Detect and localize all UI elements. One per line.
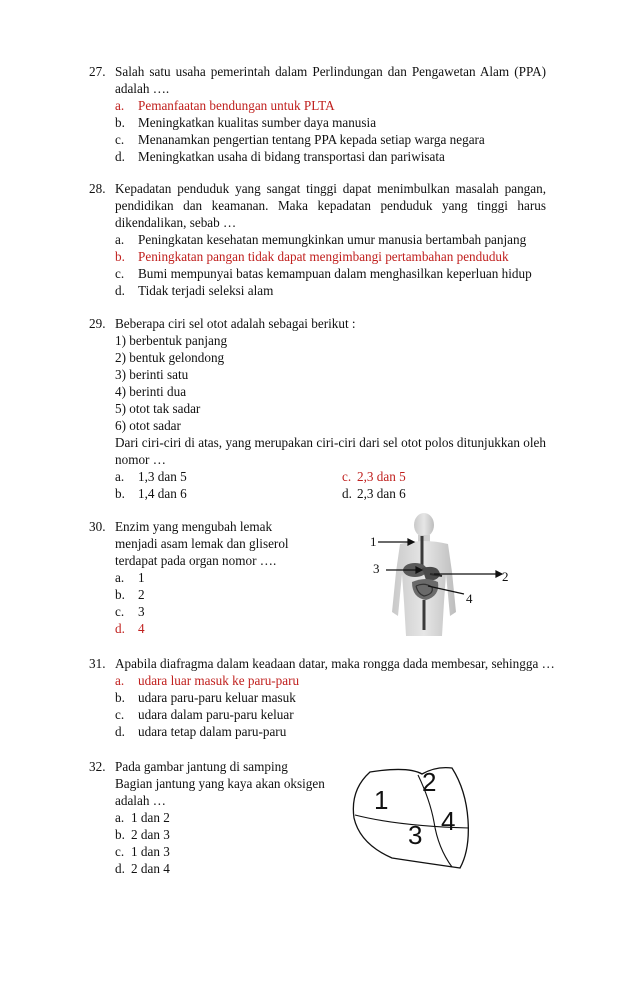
option-text: Bumi mempunyai batas kemampuan dalam menghasilkan keperluan hidup [138,266,532,281]
option-letter: a. [115,232,125,247]
option-letter: c. [115,132,125,147]
option-text: 1 dan 3 [131,844,170,859]
option-text: 1 dan 2 [131,810,170,825]
option-letter: d. [115,149,125,164]
question-number: 31. [89,656,106,671]
option-text: udara paru-paru keluar masuk [138,690,296,705]
question-stem-line: adalah …. [115,81,170,96]
question-stem-line: Kepadatan penduduk yang sangat tinggi dapat menimbulkan masalah pangan, [115,181,546,196]
option-text: 1,4 dan 6 [138,486,187,501]
figure-label-4: 4 [466,591,473,606]
question-number: 27. [89,64,106,79]
list-item: 2) bentuk gelondong [115,350,225,365]
option-text: 2 dan 3 [131,827,170,842]
option-letter: b. [115,827,125,842]
option-text: Pemanfaatan bendungan untuk PLTA [138,98,335,113]
option-letter: a. [115,810,125,825]
option-letter: a. [115,570,125,585]
option-text: udara tetap dalam paru-paru [138,724,287,739]
option-letter: a. [115,98,125,113]
heart-label-1: 1 [374,785,389,815]
option-text: Tidak terjadi seleksi alam [138,283,274,298]
question-stem-line: Dari ciri-ciri di atas, yang merupakan ciri-ciri dari sel otot polos ditunjukkan oleh [115,435,546,450]
option-letter: b. [115,486,125,501]
question-stem-line: adalah … [115,793,166,808]
question-stem-line: menjadi asam lemak dan gliserol [115,536,289,551]
option-text: 2,3 dan 5 [357,469,406,484]
option-text: 1,3 dan 5 [138,469,187,484]
option-letter: b. [115,249,125,264]
option-letter: c. [115,604,125,619]
figure-label-2: 2 [502,569,509,584]
option-letter: d. [115,724,125,739]
option-letter: c. [115,844,125,859]
option-letter: a. [115,673,125,688]
option-text: udara dalam paru-paru keluar [138,707,294,722]
list-item: 3) berinti satu [115,367,189,382]
option-text: 2 [138,587,145,602]
question-stem-line: Enzim yang mengubah lemak [115,519,273,534]
figure-label-1: 1 [370,534,377,549]
question-stem-line: Salah satu usaha pemerintah dalam Perlindungan dan Pengawetan Alam (PPA) [115,64,546,79]
option-text: Peningkatan pangan tidak dapat mengimbangi pertambahan penduduk [138,249,509,264]
option-text: 2 dan 4 [131,861,170,876]
question-stem-line: terdapat pada organ nomor …. [115,553,277,568]
option-text: Meningkatkan usaha di bidang transportasi dan pariwisata [138,149,445,164]
heart-label-2: 2 [422,767,437,797]
option-text: Menanamkan pengertian tentang PPA kepada setiap warga negara [138,132,485,147]
list-item: 1) berbentuk panjang [115,333,228,348]
option-letter: b. [115,690,125,705]
list-item: 6) otot sadar [115,418,181,433]
heart-diagram [348,760,478,872]
question-stem-line: nomor … [115,452,166,467]
question-stem-line: Apabila diafragma dalam keadaan datar, maka rongga dada membesar, sehingga … [115,656,555,671]
question-stem-line: Pada gambar jantung di samping [115,759,288,774]
option-text: 4 [138,621,145,636]
option-letter: c. [342,469,352,484]
option-letter: d. [115,621,125,636]
question-stem-line: Bagian jantung yang kaya akan oksigen [115,776,325,791]
option-letter: b. [115,115,125,130]
heart-label-3: 3 [408,820,423,850]
question-number: 30. [89,519,106,534]
question-number: 32. [89,759,106,774]
digestive-system-figure [360,512,540,636]
option-text: Peningkatan kesehatan memungkinkan umur manusia bertambah panjang [138,232,527,247]
heart-label-4: 4 [441,806,456,836]
option-letter: d. [342,486,352,501]
option-letter: d. [115,283,125,298]
option-letter: c. [115,266,125,281]
question-stem-line: pendidikan dan keamanan. Maka kepadatan penduduk yang tinggi harus [115,198,546,213]
option-letter: c. [115,707,125,722]
option-letter: a. [115,469,125,484]
figure-label-3: 3 [373,561,380,576]
list-item: 4) berinti dua [115,384,187,399]
question-number: 28. [89,181,106,196]
option-letter: d. [115,861,125,876]
option-text: Meningkatkan kualitas sumber daya manusia [138,115,377,130]
option-text: 3 [138,604,145,619]
option-text: udara luar masuk ke paru-paru [138,673,300,688]
list-item: 5) otot tak sadar [115,401,201,416]
question-number: 29. [89,316,106,331]
question-stem-line: Beberapa ciri sel otot adalah sebagai berikut : [115,316,356,331]
question-stem-line: dikendalikan, sebab … [115,215,237,230]
option-text: 1 [138,570,145,585]
option-letter: b. [115,587,125,602]
option-text: 2,3 dan 6 [357,486,406,501]
